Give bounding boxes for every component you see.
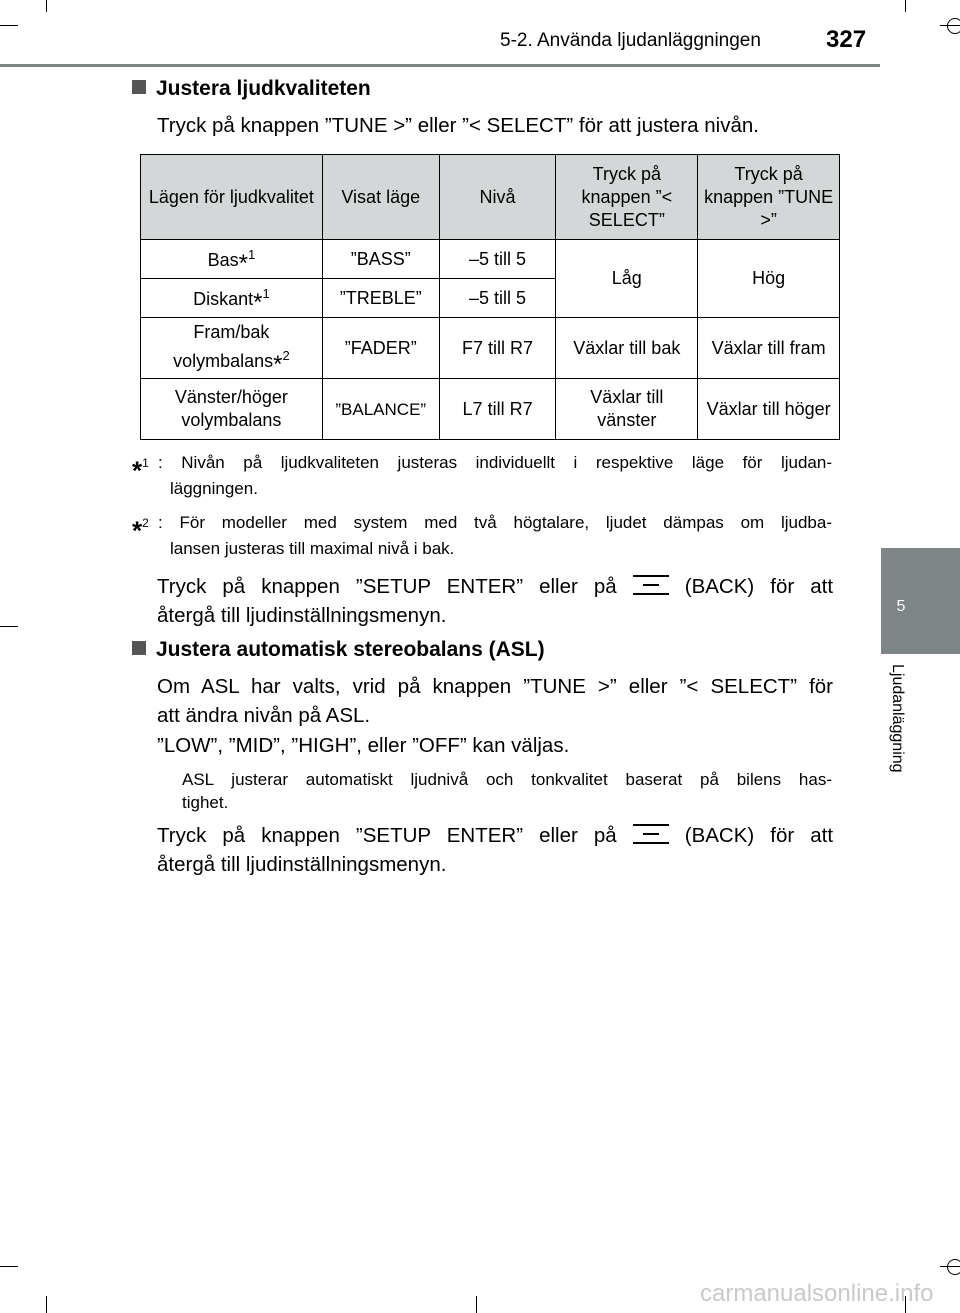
table-cell: ”BALANCE”: [322, 379, 439, 440]
page-number: 327: [826, 26, 867, 53]
crop-mark: [905, 0, 906, 12]
chapter-label-text: Ljudanläggning: [889, 664, 906, 773]
section-heading: [132, 77, 371, 101]
chapter-tab: [881, 548, 960, 654]
table-cell: L7 till R7: [439, 379, 556, 440]
table-row: [141, 318, 840, 379]
table-row: [141, 240, 840, 279]
column-header: Tryck på knappen ”< SELECT”: [556, 155, 698, 240]
asl-note: ASL justerar automatiskt ljudnivå och tonkvalitet baserat på bilens has- tighet.: [182, 770, 832, 812]
footnote-text: : Nivån på ljudkvaliteten justeras individuellt i respektive läge för ljudan- läggningen.: [158, 453, 832, 498]
crop-mark: [0, 626, 18, 627]
table-cell: F7 till R7: [439, 318, 556, 379]
square-bullet-icon: [132, 80, 146, 94]
header-rule: [0, 64, 880, 67]
crop-mark: [0, 1266, 18, 1267]
asl-instruction-line2: att ändra nivån på ASL.: [157, 704, 371, 727]
section-heading-text: Justera automatisk stereobalans (ASL): [156, 638, 545, 661]
section-heading: [132, 638, 545, 662]
crop-circle: [947, 1259, 960, 1275]
table-cell: Växlar till höger: [698, 379, 840, 440]
column-header: Lägen för ljudkvalitet: [141, 155, 323, 240]
footnote: [132, 510, 832, 562]
crop-mark: [476, 1296, 477, 1313]
sound-quality-table: [140, 154, 840, 440]
table-cell: ”TREBLE”: [322, 279, 439, 318]
section-heading-text: Justera ljudkvaliteten: [156, 77, 371, 100]
table-cell: ”BASS”: [322, 240, 439, 279]
return-instruction-line2: återgå till ljudinställningsmenyn.: [157, 604, 447, 627]
table-cell: –5 till 5: [439, 279, 556, 318]
column-header: Tryck på knappen ”TUNE >”: [698, 155, 840, 240]
table-cell: ”FADER”: [322, 318, 439, 379]
square-bullet-icon: [132, 641, 146, 655]
table-cell: Bas*$^1$: [141, 240, 323, 279]
table-cell: Diskant*$^1$: [141, 279, 323, 318]
asl-options: ”LOW”, ”MID”, ”HIGH”, eller ”OFF” kan väljas.: [157, 734, 570, 757]
chapter-label: [888, 664, 912, 814]
crop-mark: [0, 25, 18, 26]
table-row: [141, 379, 840, 440]
table-cell: Växlar till fram: [698, 318, 840, 379]
section-intro: Tryck på knappen ”TUNE >” eller ”< SELECT” för att justera nivån.: [157, 114, 759, 137]
footnote-marker: *$^1$: [132, 455, 149, 486]
table-header-row: [141, 155, 840, 240]
return-instruction-line1: Tryck på knappen ”SETUP ENTER” eller på (BACK) för att: [157, 575, 834, 598]
footnote-marker: *$^2$: [132, 515, 149, 546]
back-button-icon: [633, 824, 669, 844]
header-title: 5-2. Använda ljudanläggningen: [500, 30, 761, 51]
column-header: Nivå: [439, 155, 556, 240]
watermark: carmanualsonline.info: [700, 1280, 934, 1307]
table-cell-merged: Hög: [698, 240, 840, 318]
table-cell-merged: Låg: [556, 240, 698, 318]
table-cell: Fram/bak volymbalans*$^2$: [141, 318, 323, 379]
table-cell: Växlar till vänster: [556, 379, 698, 440]
return-instruction-line1: Tryck på knappen ”SETUP ENTER” eller på (BACK) för att: [157, 824, 834, 847]
table-cell: Växlar till bak: [556, 318, 698, 379]
return-instruction-line2: återgå till ljudinställningsmenyn.: [157, 853, 447, 876]
footnote-text: : För modeller med system med två högtalare, ljudet dämpas om ljudba- lansen justeras till maximal nivå i bak.: [158, 513, 832, 558]
footnote: [132, 450, 832, 502]
table-cell: Vänster/höger volymbalans: [141, 379, 323, 440]
crop-mark: [46, 1296, 47, 1313]
chapter-number: 5: [896, 598, 906, 615]
asl-instruction-line1: Om ASL har valts, vrid på knappen ”TUNE >” eller ”< SELECT” för: [157, 675, 833, 698]
crop-mark: [46, 0, 47, 12]
table-cell: –5 till 5: [439, 240, 556, 279]
back-button-icon: [633, 575, 669, 595]
crop-circle: [947, 18, 960, 34]
column-header: Visat läge: [322, 155, 439, 240]
